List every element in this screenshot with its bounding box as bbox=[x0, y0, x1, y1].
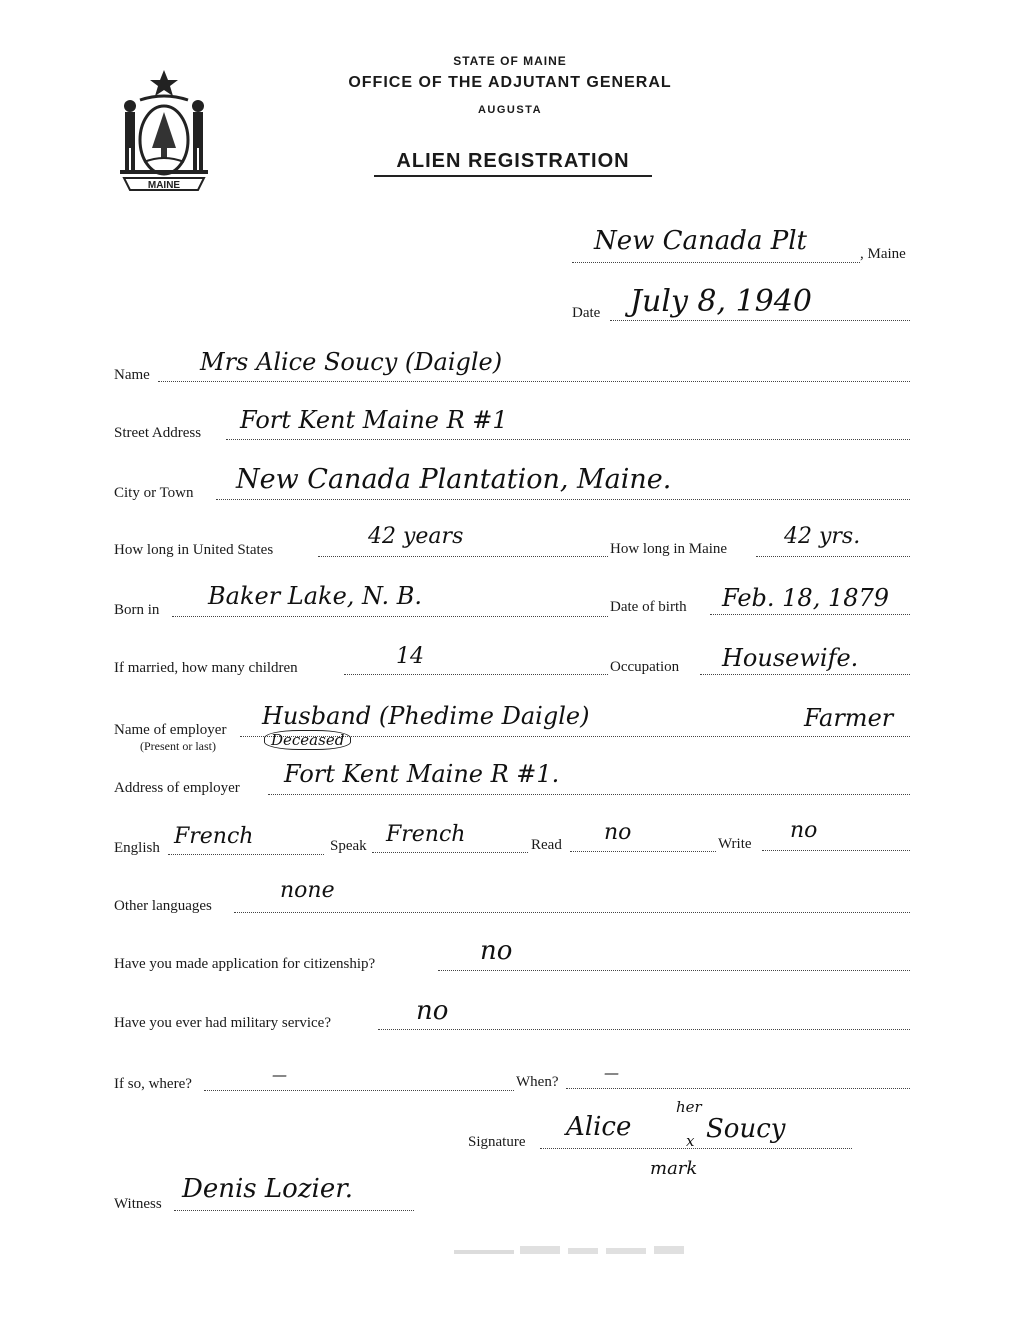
received-stamp-icon bbox=[450, 1236, 710, 1276]
place-suffix: , Maine bbox=[860, 246, 906, 262]
us-time-line bbox=[318, 556, 608, 557]
english-line bbox=[168, 854, 324, 855]
city-label: City or Town bbox=[114, 485, 194, 501]
date-value: July 8, 1940 bbox=[630, 284, 812, 319]
street-value: Fort Kent Maine R #1 bbox=[240, 406, 508, 434]
citizenship-label: Have you made application for citizenship? bbox=[114, 956, 376, 972]
where-label: If so, where? bbox=[114, 1076, 192, 1092]
witness-label: Witness bbox=[114, 1196, 162, 1212]
read-line bbox=[570, 851, 716, 852]
born-label: Born in bbox=[114, 602, 160, 618]
dob-value: Feb. 18, 1879 bbox=[722, 584, 890, 612]
signature-last: Soucy bbox=[706, 1114, 786, 1144]
signature-x: x bbox=[686, 1132, 695, 1150]
date-label: Date bbox=[572, 305, 601, 321]
date-line bbox=[610, 320, 910, 321]
military-line bbox=[378, 1029, 910, 1030]
where-value: — bbox=[272, 1066, 287, 1084]
signature-label: Signature bbox=[468, 1134, 526, 1150]
citizenship-value: no bbox=[480, 936, 513, 966]
occupation-value: Housewife. bbox=[722, 644, 859, 672]
header-state: STATE OF MAINE bbox=[453, 54, 567, 68]
other-lang-value: none bbox=[280, 878, 335, 903]
maine-time-line bbox=[756, 556, 910, 557]
seal-text: MAINE bbox=[147, 180, 181, 191]
signature-her: her bbox=[676, 1098, 702, 1116]
employer-address-value: Fort Kent Maine R #1. bbox=[284, 760, 560, 788]
children-label: If married, how many children bbox=[114, 660, 298, 676]
occupation-line bbox=[700, 674, 910, 675]
signature-line bbox=[540, 1148, 852, 1149]
street-label: Street Address bbox=[114, 425, 202, 441]
place-line bbox=[572, 262, 860, 263]
children-line bbox=[344, 674, 608, 675]
employer-extra: Farmer bbox=[804, 704, 894, 732]
place-value: New Canada Plt bbox=[594, 226, 807, 256]
dob-label: Date of birth bbox=[610, 599, 687, 615]
name-line bbox=[158, 381, 910, 382]
english-label: English bbox=[114, 840, 160, 856]
maine-time-label: How long in Maine bbox=[610, 541, 728, 557]
citizenship-line bbox=[438, 970, 910, 971]
employer-label: Name of employer bbox=[114, 722, 227, 738]
employer-address-label: Address of employer bbox=[114, 780, 240, 796]
witness-value: Denis Lozier. bbox=[182, 1174, 354, 1204]
other-lang-line bbox=[234, 912, 910, 913]
when-line bbox=[566, 1088, 910, 1089]
header-city: AUGUSTA bbox=[477, 104, 543, 116]
military-value: no bbox=[416, 996, 449, 1026]
when-label: When? bbox=[516, 1074, 559, 1090]
read-value: no bbox=[604, 820, 632, 845]
name-label: Name bbox=[114, 367, 150, 383]
english-value: French bbox=[174, 824, 254, 849]
signature-mark: mark bbox=[650, 1158, 698, 1179]
employer-sublabel: (Present or last) bbox=[140, 739, 216, 753]
employer-value: Husband (Phedime Daigle) bbox=[262, 702, 590, 730]
where-line bbox=[204, 1090, 514, 1091]
write-value: no bbox=[790, 818, 818, 843]
born-value: Baker Lake, N. B. bbox=[208, 582, 423, 610]
when-value: — bbox=[604, 1064, 619, 1082]
other-lang-label: Other languages bbox=[114, 898, 212, 914]
dob-line bbox=[710, 614, 910, 615]
name-value: Mrs Alice Soucy (Daigle) bbox=[200, 348, 503, 376]
born-line bbox=[172, 616, 608, 617]
header-office: OFFICE OF THE ADJUTANT GENERAL bbox=[348, 74, 672, 91]
employer-address-line bbox=[268, 794, 910, 795]
write-label: Write bbox=[718, 836, 752, 852]
speak-value: French bbox=[386, 822, 466, 847]
signature-first: Alice bbox=[566, 1112, 632, 1142]
military-label: Have you ever had military service? bbox=[114, 1015, 331, 1031]
children-value: 14 bbox=[396, 644, 424, 669]
us-time-value: 42 years bbox=[368, 524, 464, 549]
witness-line bbox=[174, 1210, 414, 1211]
occupation-label: Occupation bbox=[610, 659, 680, 675]
us-time-label: How long in United States bbox=[114, 542, 274, 558]
read-label: Read bbox=[531, 837, 562, 853]
speak-label: Speak bbox=[330, 838, 367, 854]
maine-state-seal-icon bbox=[110, 66, 218, 196]
city-value: New Canada Plantation, Maine. bbox=[236, 464, 672, 495]
city-line bbox=[216, 499, 910, 500]
street-line bbox=[226, 439, 910, 440]
speak-line bbox=[372, 852, 528, 853]
write-line bbox=[762, 850, 910, 851]
employer-note: Deceased bbox=[264, 730, 351, 750]
maine-time-value: 42 yrs. bbox=[784, 524, 861, 549]
form-title: ALIEN REGISTRATION bbox=[374, 150, 652, 177]
